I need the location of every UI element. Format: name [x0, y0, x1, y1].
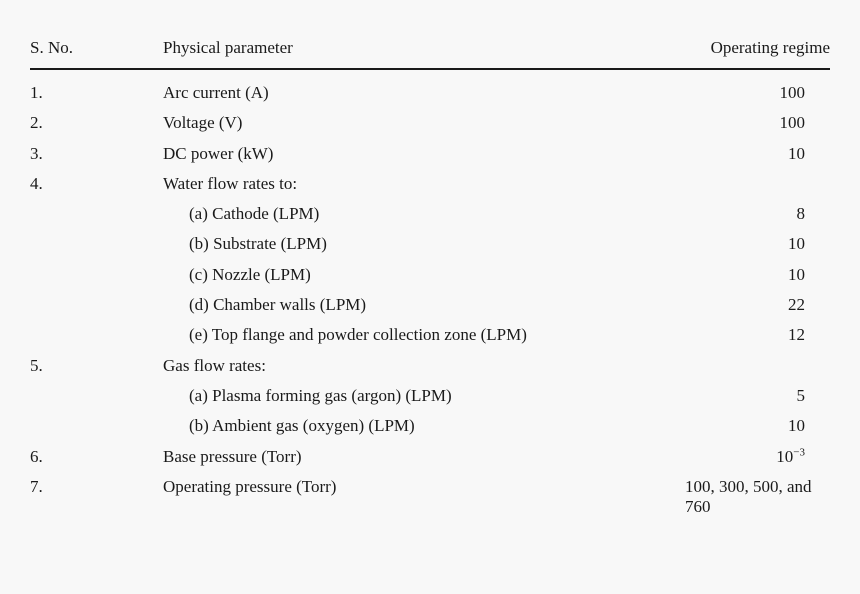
table-row [30, 80, 830, 110]
table-row [30, 474, 830, 522]
header-sno: S. No. [30, 38, 73, 57]
row-number: 4. [30, 173, 43, 193]
row-number: 7. [30, 476, 43, 496]
row-value: 10 [788, 234, 805, 254]
table-row [30, 201, 830, 231]
row-param: (e) Top flange and powder collection zone (LPM) [189, 325, 527, 345]
table-body [30, 80, 830, 522]
table-row [30, 444, 830, 474]
header-param: Physical parameter [163, 38, 293, 57]
row-param: Operating pressure (Torr) [163, 476, 337, 496]
header-regime: Operating regime [710, 38, 830, 57]
table-row [30, 383, 830, 413]
row-param: Voltage (V) [163, 113, 243, 133]
row-value: 10 [788, 264, 805, 284]
row-param: (c) Nozzle (LPM) [189, 264, 311, 284]
table-row [30, 262, 830, 292]
row-value: 100 [779, 83, 805, 102]
row-number: 6. [30, 446, 43, 466]
row-param: (d) Chamber walls (LPM) [189, 295, 367, 315]
row-param: (a) Plasma forming gas (argon) (LPM) [189, 385, 452, 405]
row-value: 22 [788, 295, 805, 315]
row-param: (b) Substrate (LPM) [189, 234, 327, 254]
table-row [30, 322, 830, 352]
row-param: Base pressure (Torr) [163, 446, 302, 466]
row-param: Gas flow rates: [163, 355, 266, 375]
value-base: 10 [776, 446, 794, 466]
row-value: 5 [796, 385, 805, 405]
row-param: (b) Ambient gas (oxygen) (LPM) [189, 416, 415, 436]
row-number: 3. [30, 143, 43, 163]
table-row [30, 231, 830, 261]
row-param: Water flow rates to: [163, 173, 298, 193]
row-number: 2. [30, 113, 43, 133]
row-value: 100, 300, 500, and 760 [685, 476, 812, 516]
row-value [776, 447, 805, 467]
row-value: 12 [788, 325, 805, 345]
table-header [30, 36, 830, 70]
table-row [30, 292, 830, 322]
table-row [30, 141, 830, 171]
table-row [30, 353, 830, 383]
table-row [30, 171, 830, 201]
row-number: 5. [30, 355, 43, 375]
row-param: DC power (kW) [163, 143, 274, 163]
value-exponent: −3 [793, 445, 805, 458]
row-value: 8 [796, 204, 805, 224]
table-row [30, 413, 830, 443]
row-number: 1. [30, 83, 43, 102]
row-value: 10 [788, 143, 805, 163]
row-value: 10 [788, 416, 805, 436]
row-value: 100 [779, 113, 805, 133]
table-row [30, 110, 830, 140]
parameter-table [30, 36, 830, 522]
row-param: (a) Cathode (LPM) [189, 204, 320, 224]
row-param: Arc current (A) [163, 83, 269, 102]
